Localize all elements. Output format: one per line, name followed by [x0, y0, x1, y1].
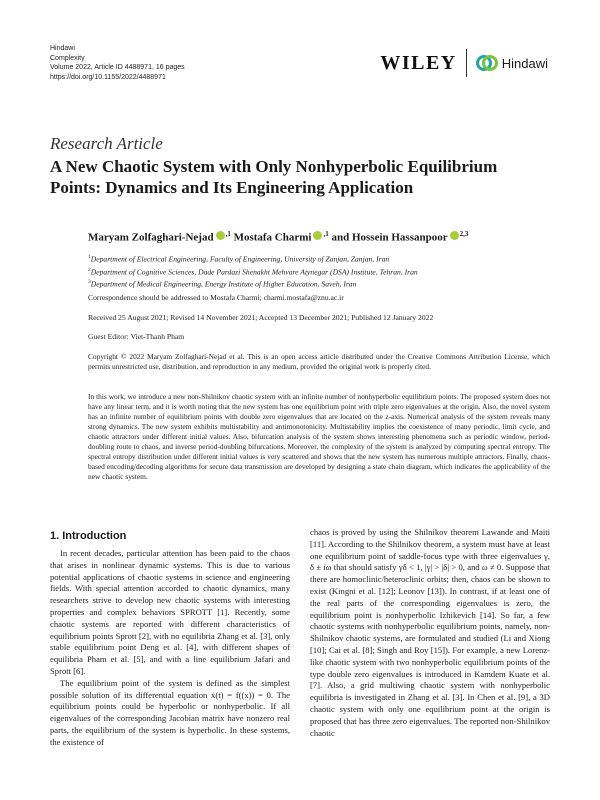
hindawi-logo-text: Hindawi	[501, 55, 548, 71]
volume-line: Volume 2022, Article ID 4488971, 16 pages	[50, 64, 185, 71]
left-column	[50, 548, 290, 749]
journal-name: Complexity	[50, 54, 85, 62]
author-affil-sup: ,1	[225, 230, 231, 238]
affiliations	[88, 252, 418, 290]
hindawi-logo-icon	[476, 52, 498, 74]
affiliation: $^3$Department of Medical Engineering, Energy Institute of Higher Education, Saveh, Iran	[88, 279, 357, 289]
affiliation: $^2$Department of Cognitive Sciences, Dade Pardazi Shenakht Mehvare Atynegar (DSA) Institute, Tehran, Iran	[88, 266, 418, 277]
article-type: Research Article	[50, 134, 163, 153]
orcid-icon[interactable]	[313, 231, 322, 240]
logo-divider	[466, 49, 467, 77]
publisher-logos	[380, 46, 548, 80]
doi-link[interactable]: https://doi.org/10.1155/2022/4488971	[50, 73, 166, 81]
affiliation: $^1$Department of Electrical Engineering, Faculty of Engineering, University of Zanjan, Zanjan, Iran	[88, 254, 390, 264]
guest-editor: Guest Editor: Viet-Thanh Pham	[88, 332, 185, 341]
author-name: Mostafa Charmi	[233, 231, 312, 244]
author-name: Maryam Zolfaghari-Nejad	[88, 231, 214, 244]
author-affil-sup: ,1	[323, 230, 329, 238]
right-column	[310, 527, 550, 739]
author-name: and Hossein Hassanpoor	[331, 231, 448, 244]
publisher-name: Hindawi	[50, 45, 75, 52]
copyright-notice: Copyright © 2022 Maryam Zolfaghari-Nejad et al. This is an open access article distributed under the Creative Commons Attribution License, which permits unrestricted use, distribution, and reproduction in any medium, provided the original work is properly cited.	[88, 352, 550, 371]
paragraph: The equilibrium point of the system is defined as the simplest possible solution of its differential equation ẋ(t) = f((x)) = 0. The equilibrium points could be hyperbolic or nonhyperbolic. If all eigenvalues of the corresponding Jacobian matrix have nonzero real parts, the equilibrium of the system is hyperbolic. In these systems, the existence of	[50, 677, 290, 747]
author-affil-sup: 2,3	[459, 230, 469, 238]
author-list	[88, 230, 468, 244]
wiley-logo: WILEY	[380, 51, 457, 74]
paragraph: In recent decades, particular attention has been paid to the chaos that arises in nonlinear dynamic systems. This is due to various potential applications of chaotic systems in science and engineering fields. With special attention accorded to chaotic dynamics, many researchers strive to develop new chaotic systems with interesting properties and complex behaviors SPROTT [1]. Recently, some chaotic systems are reported with different characteristics of equilibrium points Sprott [2], with no equilibria Zhang et al. [3], only stable equilibrium point Deng et al. [4], with different shapes of equilibria Pham et al. [5], and with a line equilibrium Jafari and Sprott [6].	[50, 548, 290, 676]
paragraph: chaos is proved by using the Shilnikov theorem Lawande and Maiti [11]. According to the Shilnikov theorem, a system must have at least one equilibrium point of saddle-focus type with three eigenvalues γ, δ ± iω that should satisfy γδ < 1, |γ| > |δ| > 0, and ω ≠ 0. Suppose that there are homoclinic/heteroclinic orbits; then, chaos can be shown to exist (Kingni et al. [12]; Leonov [13]). In contrast, if at least one of the real parts of the corresponding eigenvalues is zero, the equilibrium point is nonhyperbolic Izhikevich [14]. So far, a few chaotic systems with nonhyperbolic equilibrium points, namely, non-Shilnikov chaotic systems, are formulated and studied (Li and Xiong [10]; Cai et al. [8]; Singh and Roy [15]). For example, a new Lorenz-like chaotic system with two nonhyperbolic equilibrium points of the type double zero eigenvalues is introduced in Kamdem Kuate et al. [7]. Also, a grid multiwing chaotic system with nonhyperbolic equilibria is investigated in Zhang et al. [3]. In Chen et al. [9], a 3D chaotic system with only one equilibrium point at the origin is proposed that has three zero eigenvalues. The reported non-Shilnikov chaotic	[310, 527, 550, 738]
article-title: A New Chaotic System with Only Nonhyperbolic Equilibrium Points: Dynamics and Its Engineering Application	[50, 157, 498, 197]
abstract: In this work, we introduce a new non-Shilnikov chaotic system with an infinite number of nonhyperbolic equilibrium points. The proposed system does not have any linear term, and it is worth noting that the new system has one equilibrium point with triple zero eigenvalues at the origin. Also, the novel system has an infinite number of equilibrium points with double zero eigenvalues that are located on the z-axis. Numerical analysis of the system reveals many strong dynamics. The new system exhibits multistability and antimonotonicity. Multistability implies the coexistence of many periodic, limit cycle, and chaotic attractors under different initial values. Also, bifurcation analysis of the system shows interesting phenomena such as periodic window, period-doubling route to chaos, and inverse period-doubling bifurcations. Moreover, the complexity of the system is analyzed by computing spectral entropy. The spectral entropy distribution under different initial values is very scattered and shows that the new system has numerous multiple attractors. Finally, chaos-based encoding/decoding algorithms for secure data transmission are developed by designing a state chain diagram, which indicates the applicability of the new chaotic system.	[88, 392, 550, 481]
correspondence: Correspondence should be addressed to Mostafa Charmi; charmi.mostafa@znu.ac.ir	[88, 293, 344, 302]
orcid-icon[interactable]	[216, 231, 225, 240]
dates-line: Received 25 August 2021; Revised 14 November 2021; Accepted 13 December 2021; Published 12 January 2022	[88, 313, 434, 322]
journal-meta	[50, 44, 185, 82]
section-heading: 1. Introduction	[50, 530, 127, 542]
orcid-icon[interactable]	[450, 231, 459, 240]
